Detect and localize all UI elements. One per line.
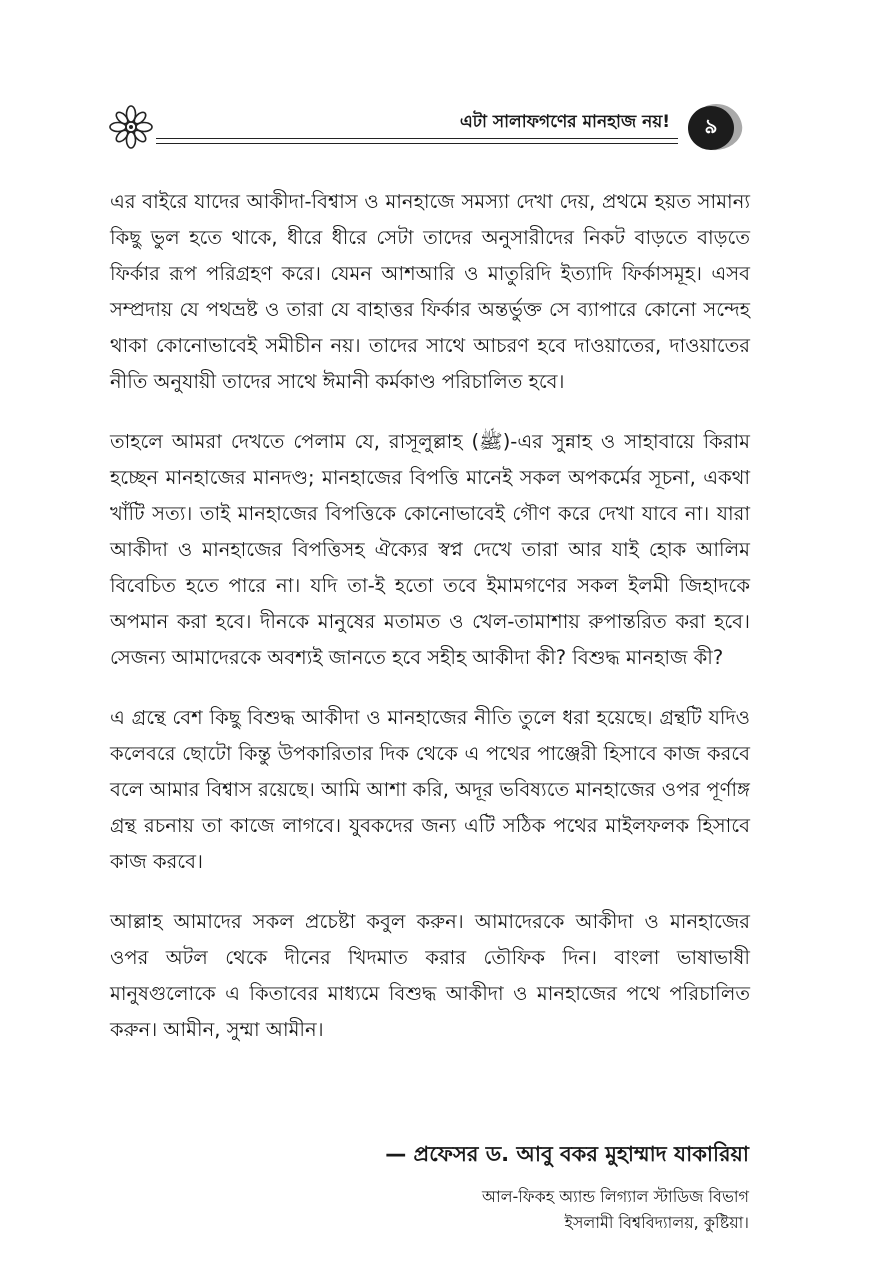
page-number-badge: ৯ [688, 106, 734, 150]
author-signature: — প্রফেসর ড. আবু বকর মুহাম্মাদ যাকারিয়া [385, 1142, 749, 1166]
author-department: আল-ফিকহ অ্যান্ড লিগ্যাল স্টাডিজ বিভাগ [481, 1187, 749, 1206]
running-title: এটা সালাফগণের মানহাজ নয়! [459, 112, 670, 132]
paragraph-2: তাহলে আমরা দেখতে পেলাম যে, রাসূলুল্লাহ (ﷺ)-এর সুন্নাহ ও সাহাবায়ে কিরাম হচ্ছেন মানহাজের মানদণ্ড; মানহাজের বিপত্তি মানেই সকল অপকর্মের সূচনা, একথা খাঁটি সত্য। তাই মানহাজের বিপত্তিকে কোনোভাবেই গৌণ করে দেখা যাবে না। যারা আকীদা ও মানহাজের বিপত্তিসহ ঐক্যের স্বপ্ন দেখে তারা আর যাই হোক আলিম বিবেচিত হতে পারে না। যদি তা-ই হতো তবে ইমামগণের সকল ইলমী জিহাদকে অপমান করা হবে। দীনকে মানুষের মতামত ও খেল-তামাশায় রুপান্তরিত করা হবে। সেজন্য আমাদেরকে অবশ্যই জানতে হবে সহীহ আকীদা কী? বিশুদ্ধ মানহাজ কী? [110, 430, 750, 669]
paragraph-4: আল্লাহ আমাদের সকল প্রচেষ্টা কবুল করুন। আমাদেরকে আকীদা ও মানহাজের ওপর অটল থেকে দীনের খিদমাত করার তৌফিক দিন। বাংলা ভাষাভাষী মানুষগুলোকে এ কিতাবের মাধ্যমে বিশুদ্ধ আকীদা ও মানহাজের পথে পরিচালিত করুন। আমীন, সুম্মা আমীন। [110, 910, 750, 1041]
author-university: ইসলামী বিশ্ববিদ্যালয়, কুষ্টিয়া। [564, 1213, 749, 1232]
paragraph-1: এর বাইরে যাদের আকীদা-বিশ্বাস ও মানহাজে সমস্যা দেখা দেয়, প্রথমে হয়ত সামান্য কিছু ভুল হতে থাকে, ধীরে ধীরে সেটা তাদের অনুসারীদের নিকট বাড়তে বাড়তে ফির্কার রূপ পরিগ্রহণ করে। যেমন আশআরি ও মাতুরিদি ইত্যাদি ফির্কাসমূহ। এসব সম্প্রদায় যে পথভ্রষ্ট ও তারা যে বাহাত্তর ফির্কার অন্তর্ভুক্ত সে ব্যাপারে কোনো সন্দেহ থাকা কোনোভাবেই সমীচীন নয়। তাদের সাথে আচরণ হবে দাওয়াতের, দাওয়াতের নীতি অনুযায়ী তাদের সাথে ঈমানী কর্মকাণ্ড পরিচালিত হবে। [110, 190, 750, 393]
page-header [108, 102, 748, 158]
header-rule-bottom [156, 143, 678, 144]
body-text [110, 184, 750, 1072]
paragraph-3: এ গ্রন্থে বেশ কিছু বিশুদ্ধ আকীদা ও মানহাজের নীতি তুলে ধরা হয়েছে। গ্রন্থটি যদিও কলেবরে ছোটো কিন্তু উপকারিতার দিক থেকে এ পথের পাঞ্জেরী হিসাবে কাজ করবে বলে আমার বিশ্বাস রয়েছে। আমি আশা করি, অদূর ভবিষ্যতে মানহাজের ওপর পূর্ণাঙ্গ গ্রন্থ রচনায় তা কাজে লাগবে। যুবকদের জন্য এটি সঠিক পথের মাইলফলক হিসাবে কাজ করবে। [110, 706, 750, 873]
floral-ornament-icon [108, 104, 154, 150]
header-rule-top [156, 138, 678, 139]
